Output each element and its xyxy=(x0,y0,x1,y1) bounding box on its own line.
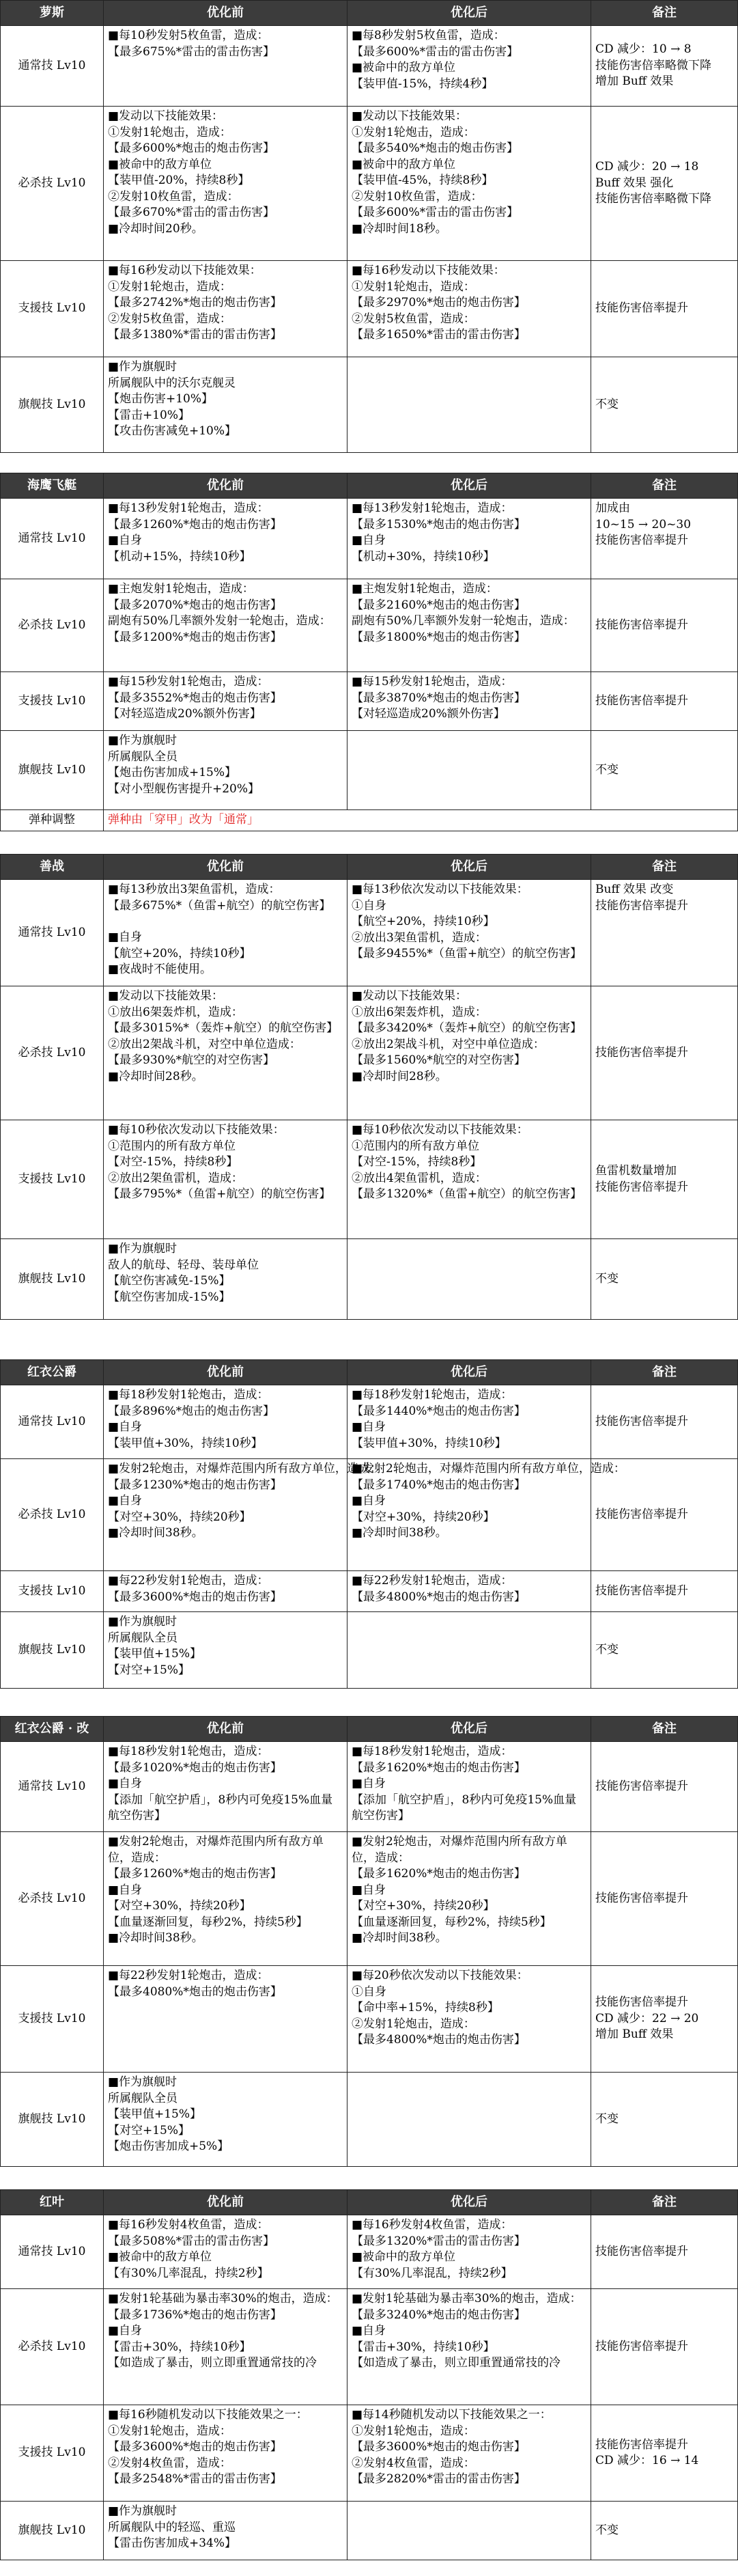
after-cell: ■主炮发射1轮炮击，造成： 【最多2160%*炮击的炮击伤害】 副炮有50%几率额外发射一轮炮击，造成： 【最多1800%*炮击的炮击伤害】 xyxy=(347,579,591,672)
note-cell: 加成由 10~15 → 20~30 技能伤害倍率提升 xyxy=(591,499,738,579)
table-row xyxy=(1,1120,738,1239)
after-cell: ■发动以下技能效果： ①发射1轮炮击，造成： 【最多540%*炮击的炮击伤害】 ■被命中的敌方单位 【装甲值-45%，持续8秒】 ②发射10枚鱼雷，造成： 【最多600%*雷击的雷击伤害】 ■冷却时间18秒。 xyxy=(347,107,591,261)
before-cell: ■作为旗舰时 所属舰队中的轻巡、重巡 【雷击伤害加成+34%】 xyxy=(104,2502,347,2560)
after-cell-empty xyxy=(347,1239,591,1320)
after-cell: ■每14秒随机发动以下技能效果之一： ①发射1轮炮击，造成： 【最多3600%*炮击的炮击伤害】 ②发射4枚鱼雷，造成： 【最多2820%*雷击的雷击伤害】 xyxy=(347,2405,591,2502)
after-cell: ■发射1轮基础为暴击率30%的炮击，造成： 【最多3240%*炮击的炮击伤害】 ■自身 【雷击+30%，持续10秒】 【如造成了暴击，则立即重置通常技的冷 xyxy=(347,2289,591,2405)
after-cell: ■发动以下技能效果： ①放出6架轰炸机，造成： 【最多3420%*（轰炸+航空）的航空伤害】 ②放出2架战斗机，对空中单位造成： 【最多1560%*航空的对空伤害】 ■冷却时间28秒。 xyxy=(347,986,591,1120)
header-before: 优化前 xyxy=(104,1360,347,1385)
before-cell: ■作为旗舰时 所属舰队全员 【装甲值+15%】 【对空+15%】 xyxy=(104,1612,347,1689)
table-header xyxy=(1,473,738,499)
header-before: 优化前 xyxy=(104,855,347,880)
note-cell: 不变 xyxy=(591,731,738,810)
skill-name: 支援技 Lv10 xyxy=(1,2405,104,2502)
after-cell: ■每16秒发动以下技能效果： ①发射1轮炮击，造成： 【最多2970%*炮击的炮击伤害】 ②发射5枚鱼雷，造成： 【最多1650%*雷击的雷击伤害】 xyxy=(347,261,591,357)
ship-name: 萝斯 xyxy=(1,1,104,26)
table-row xyxy=(1,357,738,453)
table-row xyxy=(1,1612,738,1689)
skill-name: 通常技 Lv10 xyxy=(1,26,104,107)
table-row xyxy=(1,2073,738,2167)
table-row xyxy=(1,1571,738,1612)
skill-name: 必杀技 Lv10 xyxy=(1,107,104,261)
skill-table-hongye xyxy=(0,2189,738,2560)
before-cell: ■每22秒发射1轮炮击，造成： 【最多3600%*炮击的炮击伤害】 xyxy=(104,1571,347,1612)
skill-name: 旗舰技 Lv10 xyxy=(1,2073,104,2167)
header-after: 优化后 xyxy=(347,855,591,880)
skill-name: 旗舰技 Lv10 xyxy=(1,731,104,810)
after-cell: ■发射2轮炮击，对爆炸范围内所有敌方单位，造成： 【最多1740%*炮击的炮击伤害】 ■自身 【对空+30%，持续20秒】 ■冷却时间38秒。 xyxy=(347,1459,591,1571)
before-cell: ■每13秒发射1轮炮击，造成： 【最多1260%*炮击的炮击伤害】 ■自身 【机动+15%，持续10秒】 xyxy=(104,499,347,579)
skill-name: 通常技 Lv10 xyxy=(1,2215,104,2289)
skill-table-hongyi-kai xyxy=(0,1716,738,2167)
table-row xyxy=(1,986,738,1120)
after-cell: ■每10秒依次发动以下技能效果： ①范围内的所有敌方单位 【对空-15%，持续8秒】 ②放出4架鱼雷机，造成： 【最多1320%*（鱼雷+航空）的航空伤害】 xyxy=(347,1120,591,1239)
before-cell: ■发动以下技能效果： ①放出6架轰炸机，造成： 【最多3015%*（轰炸+航空）的航空伤害】 ②放出2架战斗机，对空中单位造成： 【最多930%*航空的对空伤害】 ■冷却时间28秒。 xyxy=(104,986,347,1120)
after-cell: ■发射2轮炮击，对爆炸范围内所有敌方单位，造成： 【最多1620%*炮击的炮击伤害】 ■自身 【对空+30%，持续20秒】 【血量逐渐回复，每秒2%，持续5秒】 ■冷却时间38秒。 xyxy=(347,1832,591,1966)
table-row xyxy=(1,499,738,579)
skill-name: 支援技 Lv10 xyxy=(1,672,104,731)
after-cell: ■每20秒依次发动以下技能效果： ①自身 【命中率+15%，持续8秒】 ②发射1轮炮击，造成： 【最多4800%*炮击的炮击伤害】 xyxy=(347,1966,591,2073)
before-cell: ■作为旗舰时 所属舰队中的沃尔克舰灵 【炮击伤害+10%】 【雷击+10%】 【攻击伤害减免+10%】 xyxy=(104,357,347,453)
table-row xyxy=(1,1966,738,2073)
before-cell: ■每18秒发射1轮炮击，造成： 【最多1020%*炮击的炮击伤害】 ■自身 【添加「航空护盾」，8秒内可免疫15%血量航空伤害】 xyxy=(104,1742,347,1832)
skill-name: 通常技 Lv10 xyxy=(1,1742,104,1832)
skill-name: 支援技 Lv10 xyxy=(1,1120,104,1239)
note-cell: 技能伤害倍率提升 xyxy=(591,2215,738,2289)
table-row xyxy=(1,731,738,810)
note-cell: 技能伤害倍率提升 xyxy=(591,672,738,731)
note-cell: 技能伤害倍率提升 xyxy=(591,1742,738,1832)
skill-name: 旗舰技 Lv10 xyxy=(1,357,104,453)
header-note: 备注 xyxy=(591,1717,738,1742)
skill-name: 旗舰技 Lv10 xyxy=(1,1612,104,1689)
skill-name: 弹种调整 xyxy=(1,810,104,831)
before-cell: ■每16秒随机发动以下技能效果之一： ①发射1轮炮击，造成： 【最多3600%*炮击的炮击伤害】 ②发射4枚鱼雷，造成： 【最多2548%*雷击的雷击伤害】 xyxy=(104,2405,347,2502)
header-note: 备注 xyxy=(591,1360,738,1385)
header-before: 优化前 xyxy=(104,1,347,26)
after-cell-empty xyxy=(347,2073,591,2167)
header-after: 优化后 xyxy=(347,1,591,26)
table-header xyxy=(1,1360,738,1385)
table-header xyxy=(1,1717,738,1742)
before-cell: ■作为旗舰时 敌人的航母、轻母、装母单位 【航空伤害减免-15%】 【航空伤害加成-15%】 xyxy=(104,1239,347,1320)
note-cell: CD 减少：20 → 18 Buff 效果 强化 技能伤害倍率略微下降 xyxy=(591,107,738,261)
after-cell: ■每13秒依次发动以下技能效果： ①自身 【航空+20%，持续10秒】 ②放出3架鱼雷机，造成： 【最多9455%*（鱼雷+航空）的航空伤害】 xyxy=(347,880,591,986)
ship-name: 海鹰飞艇 xyxy=(1,473,104,499)
after-cell: ■每18秒发射1轮炮击，造成： 【最多1620%*炮击的炮击伤害】 ■自身 【添加「航空护盾」，8秒内可免疫15%血量航空伤害】 xyxy=(347,1742,591,1832)
before-cell: ■发射1轮基础为暴击率30%的炮击，造成： 【最多1736%*炮击的炮击伤害】 ■自身 【雷击+30%，持续10秒】 【如造成了暴击，则立即重置通常技的冷 xyxy=(104,2289,347,2405)
table-row xyxy=(1,2215,738,2289)
ship-name: 红叶 xyxy=(1,2190,104,2215)
table-row xyxy=(1,2405,738,2502)
after-cell: ■每13秒发射1轮炮击，造成： 【最多1530%*炮击的炮击伤害】 ■自身 【机动+30%，持续10秒】 xyxy=(347,499,591,579)
header-after: 优化后 xyxy=(347,1717,591,1742)
table-header xyxy=(1,855,738,880)
note-cell: 技能伤害倍率提升 xyxy=(591,2289,738,2405)
before-cell: ■每13秒放出3架鱼雷机，造成： 【最多675%*（鱼雷+航空）的航空伤害】 ■自身 【航空+20%，持续10秒】 ■夜战时不能使用。 xyxy=(104,880,347,986)
table-row xyxy=(1,672,738,731)
table-row xyxy=(1,2289,738,2405)
table-row xyxy=(1,1459,738,1571)
before-cell: ■每22秒发射1轮炮击，造成： 【最多4080%*炮击的炮击伤害】 xyxy=(104,1966,347,2073)
note-cell: 技能伤害倍率提升 xyxy=(591,261,738,357)
skill-table-shanzhan xyxy=(0,854,738,1320)
table-row xyxy=(1,107,738,261)
before-cell: ■每10秒依次发动以下技能效果： ①范围内的所有敌方单位 【对空-15%，持续8秒】 ②放出2架鱼雷机，造成： 【最多795%*（鱼雷+航空）的航空伤害】 xyxy=(104,1120,347,1239)
before-cell: ■每18秒发射1轮炮击，造成： 【最多896%*炮击的炮击伤害】 ■自身 【装甲值+30%，持续10秒】 xyxy=(104,1385,347,1459)
table-row xyxy=(1,810,738,831)
header-note: 备注 xyxy=(591,473,738,499)
skill-name: 必杀技 Lv10 xyxy=(1,986,104,1120)
header-after: 优化后 xyxy=(347,2190,591,2215)
after-cell: ■每16秒发射4枚鱼雷，造成： 【最多1320%*雷击的雷击伤害】 ■被命中的敌方单位 【有30%几率混乱，持续2秒】 xyxy=(347,2215,591,2289)
header-before: 优化前 xyxy=(104,1717,347,1742)
header-after: 优化后 xyxy=(347,1360,591,1385)
skill-name: 必杀技 Lv10 xyxy=(1,1832,104,1966)
before-cell: ■作为旗舰时 所属舰队全员 【装甲值+15%】 【对空+15%】 【炮击伤害加成+5%】 xyxy=(104,2073,347,2167)
note-cell: 技能伤害倍率提升 xyxy=(591,1832,738,1966)
skill-name: 必杀技 Lv10 xyxy=(1,1459,104,1571)
table-row xyxy=(1,1742,738,1832)
skill-name: 必杀技 Lv10 xyxy=(1,579,104,672)
after-cell: ■每15秒发射1轮炮击，造成： 【最多3870%*炮击的炮击伤害】 【对轻巡造成20%额外伤害】 xyxy=(347,672,591,731)
note-cell: 技能伤害倍率提升 CD 减少：16 → 14 xyxy=(591,2405,738,2502)
note-cell: 不变 xyxy=(591,357,738,453)
after-cell: ■每18秒发射1轮炮击，造成： 【最多1440%*炮击的炮击伤害】 ■自身 【装甲值+30%，持续10秒】 xyxy=(347,1385,591,1459)
header-note: 备注 xyxy=(591,1,738,26)
note-cell: 鱼雷机数量增加 技能伤害倍率提升 xyxy=(591,1120,738,1239)
table-row xyxy=(1,26,738,107)
skill-name: 通常技 Lv10 xyxy=(1,1385,104,1459)
before-cell: ■发射2轮炮击，对爆炸范围内所有敌方单位，造成： 【最多1260%*炮击的炮击伤害】 ■自身 【对空+30%，持续20秒】 【血量逐渐回复，每秒2%，持续5秒】 ■冷却时间38秒。 xyxy=(104,1832,347,1966)
skill-name: 旗舰技 Lv10 xyxy=(1,2502,104,2560)
table-row xyxy=(1,1239,738,1320)
table-row xyxy=(1,261,738,357)
header-after: 优化后 xyxy=(347,473,591,499)
skill-name: 通常技 Lv10 xyxy=(1,499,104,579)
note-cell: 不变 xyxy=(591,2073,738,2167)
header-before: 优化前 xyxy=(104,473,347,499)
note-cell: 不变 xyxy=(591,1239,738,1320)
header-note: 备注 xyxy=(591,2190,738,2215)
note-cell: 不变 xyxy=(591,1612,738,1689)
before-cell: ■每10秒发射5枚鱼雷，造成： 【最多675%*雷击的雷击伤害】 xyxy=(104,26,347,107)
before-cell: ■作为旗舰时 所属舰队全员 【炮击伤害加成+15%】 【对小型舰伤害提升+20%】 xyxy=(104,731,347,810)
skill-name: 支援技 Lv10 xyxy=(1,1966,104,2073)
ship-name: 红衣公爵 xyxy=(1,1360,104,1385)
skill-table-hongyi xyxy=(0,1359,738,1689)
before-cell: ■每16秒发射4枚鱼雷，造成： 【最多508%*雷击的雷击伤害】 ■被命中的敌方单位 【有30%几率混乱，持续2秒】 xyxy=(104,2215,347,2289)
header-before: 优化前 xyxy=(104,2190,347,2215)
table-header xyxy=(1,1,738,26)
header-note: 备注 xyxy=(591,855,738,880)
skill-name: 必杀技 Lv10 xyxy=(1,2289,104,2405)
after-cell-empty xyxy=(347,2502,591,2560)
table-row xyxy=(1,579,738,672)
note-cell: 技能伤害倍率提升 xyxy=(591,986,738,1120)
before-cell: ■发动以下技能效果： ①发射1轮炮击，造成： 【最多600%*炮击的炮击伤害】 ■被命中的敌方单位 【装甲值-20%，持续8秒】 ②发射10枚鱼雷，造成： 【最多670%*雷击的雷击伤害】 ■冷却时间20秒。 xyxy=(104,107,347,261)
note-cell: 技能伤害倍率提升 CD 减少：22 → 20 增加 Buff 效果 xyxy=(591,1966,738,2073)
skill-name: 旗舰技 Lv10 xyxy=(1,1239,104,1320)
note-cell: 技能伤害倍率提升 xyxy=(591,1571,738,1612)
skill-table-haiying xyxy=(0,473,738,831)
before-cell: ■主炮发射1轮炮击，造成： 【最多2070%*炮击的炮击伤害】 副炮有50%几率额外发射一轮炮击，造成： 【最多1200%*炮击的炮击伤害】 xyxy=(104,579,347,672)
note-cell: 技能伤害倍率提升 xyxy=(591,1385,738,1459)
ship-name: 善战 xyxy=(1,855,104,880)
after-cell-empty xyxy=(347,731,591,810)
note-cell: 不变 xyxy=(591,2502,738,2560)
before-cell: ■每16秒发动以下技能效果： ①发射1轮炮击，造成： 【最多2742%*炮击的炮击伤害】 ②发射5枚鱼雷，造成： 【最多1380%*雷击的雷击伤害】 xyxy=(104,261,347,357)
after-cell: ■每8秒发射5枚鱼雷，造成： 【最多600%*雷击的雷击伤害】 ■被命中的敌方单位 【装甲值-15%，持续4秒】 xyxy=(347,26,591,107)
note-cell: Buff 效果 改变 技能伤害倍率提升 xyxy=(591,880,738,986)
before-cell: ■每15秒发射1轮炮击，造成： 【最多3552%*炮击的炮击伤害】 【对轻巡造成20%额外伤害】 xyxy=(104,672,347,731)
before-cell: ■发射2轮炮击，对爆炸范围内所有敌方单位，造成： 【最多1230%*炮击的炮击伤害】 ■自身 【对空+30%，持续20秒】 ■冷却时间38秒。 xyxy=(104,1459,347,1571)
skill-table-luosi xyxy=(0,0,738,453)
ship-name: 红衣公爵 · 改 xyxy=(1,1717,104,1742)
after-cell-empty xyxy=(347,1612,591,1689)
note-cell: CD 减少：10 → 8 技能伤害倍率略微下降 增加 Buff 效果 xyxy=(591,26,738,107)
after-cell: ■每22秒发射1轮炮击，造成： 【最多4800%*炮击的炮击伤害】 xyxy=(347,1571,591,1612)
note-cell: 技能伤害倍率提升 xyxy=(591,579,738,672)
table-row xyxy=(1,880,738,986)
table-row xyxy=(1,1832,738,1966)
skill-name: 通常技 Lv10 xyxy=(1,880,104,986)
note-cell: 技能伤害倍率提升 xyxy=(591,1459,738,1571)
table-header xyxy=(1,2190,738,2215)
ammo-change-text: 弹种由「穿甲」改为「通常」 xyxy=(104,810,738,831)
after-cell-empty xyxy=(347,357,591,453)
skill-name: 支援技 Lv10 xyxy=(1,261,104,357)
skill-name: 支援技 Lv10 xyxy=(1,1571,104,1612)
table-row xyxy=(1,2502,738,2560)
table-row xyxy=(1,1385,738,1459)
